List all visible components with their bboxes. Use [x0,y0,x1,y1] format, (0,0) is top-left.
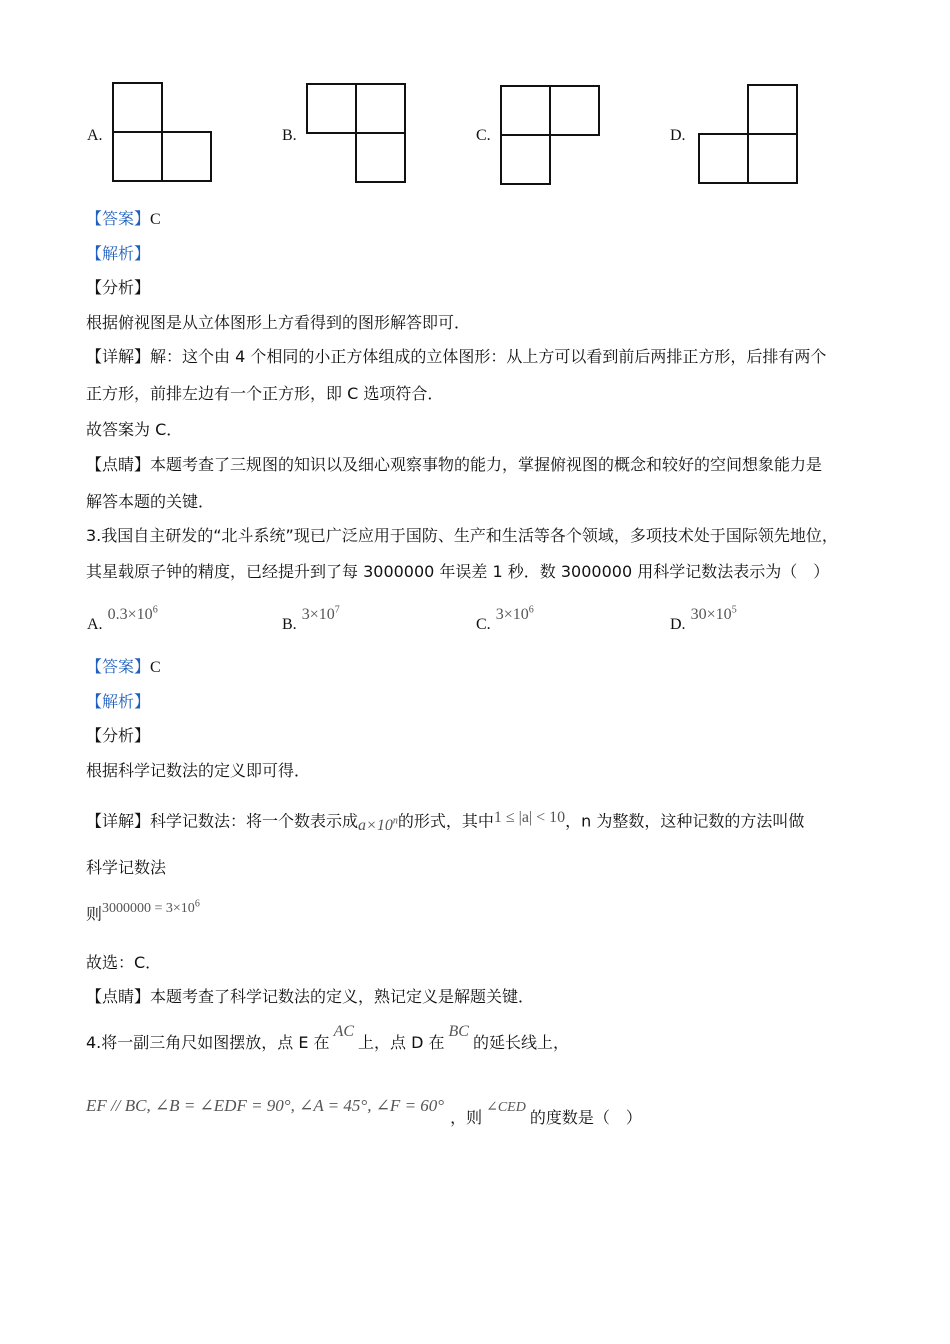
q4-stem-a: 4.将一副三角尺如图摆放，点 E 在 [86,1033,330,1052]
q4-stem-b: 上，点 D 在 [358,1033,445,1052]
q3-option-a [87,601,158,635]
q3-dianjing-line [86,987,534,1007]
q3-answer: C [150,659,161,676]
q4-seg-bc: BC [448,1023,469,1040]
q3-option-a-label: A. [87,616,103,634]
q3-option-c-value: $3\times 10^6$ [495,605,534,624]
q4-stem-e: 的度数是（ ） [529,1108,642,1127]
q3-option-d-label: D. [670,616,686,634]
q2-option-b-label: B. [282,127,297,144]
q3-option-b-value: $3\times 10^7$ [301,605,340,624]
q4-seg-ac: AC [333,1023,355,1040]
q2-detail-text1: 解：这个由 4 个相同的小正方体组成的立体图形：从上方可以看到前后两排正方形，后排有两个 [150,347,827,366]
q2-option-d-figure [698,84,799,185]
q2-answer: C [150,211,161,228]
q3-option-c-label: C. [476,616,491,634]
q4-condition: EF // BC, ∠B = ∠EDF = 90°, ∠A = 45°, ∠F = 60° [86,1096,445,1115]
q3-detail-line2: 科学记数法 [86,858,167,877]
q3-dianjing-text: 本题考查了科学记数法的定义，熟记定义是解题关键． [150,987,535,1006]
q3-option-c [476,601,534,635]
q2-answer-line [86,209,161,230]
q3-then-label: 则 [86,904,103,924]
q3-dianjing-tag: 【点睛】 [86,987,151,1006]
q2-option-b-figure [306,83,407,184]
q4-stem-line1 [86,1023,569,1054]
q3-stem-line2: 其星载原子钟的精度，已经提升到了每 3000000 年误差 1 秒．数 3000000 用科学记数法表示为（ ） [86,562,830,581]
q3-stem-line1: 3.我国自主研发的“北斗系统”现已广泛应用于国防、生产和生活等各个领域，多项技术处于国际领先地位， [86,526,838,545]
q4-angle-ced: ∠CED [486,1100,526,1115]
q4-stem-d: ，则 [450,1108,483,1127]
q2-option-a-label: A. [87,127,103,144]
q3-jiexi: 【解析】 [86,692,151,711]
q4-stem-c: 的延长线上， [472,1033,569,1052]
q2-option-d-label: D. [670,127,686,144]
q2-option-c-label: C. [476,127,491,144]
q2-option-a-figure [112,82,213,183]
q2-dianjing-text1: 本题考查了三规图的知识以及细心观察事物的能力，掌握俯视图的概念和较好的空间想象能力是 [150,455,823,474]
q4-stem-line2 [86,1096,642,1130]
q2-dianjing-line1 [86,455,822,475]
q2-conclusion: 故答案为 C． [86,420,183,439]
q2-option-c-figure [500,85,601,186]
q3-detail-tag: 【详解】 [86,811,151,831]
q3-then-formula: $3000000 = 3\times 10^6$ [102,898,200,916]
q3-option-b [282,601,340,635]
q3-then-line [86,898,200,927]
q3-answer-tag: 【答案】 [86,657,151,676]
q3-detail-text-a: 科学记数法：将一个数表示成 [150,811,359,831]
q2-detail-tag: 【详解】 [86,347,151,366]
q3-option-a-value: $0.3\times 10^6$ [107,605,158,624]
q2-answer-tag: 【答案】 [86,209,151,228]
q2-dianjing-tag: 【点睛】 [86,455,151,474]
q2-analysis: 根据俯视图是从立体图形上方看得到的图形解答即可． [86,313,471,332]
q2-fenxi: 【分析】 [86,278,151,297]
q2-detail-line1 [86,347,826,367]
q3-answer-line [86,657,161,678]
q2-dianjing-line2: 解答本题的关键． [86,492,215,511]
q3-option-d-value: $30\times 10^5$ [690,605,737,624]
q3-option-d [670,601,737,635]
q3-analysis: 根据科学记数法的定义即可得． [86,761,311,780]
q3-fenxi: 【分析】 [86,726,151,745]
q3-detail-line1 [86,808,805,835]
q2-jiexi: 【解析】 [86,244,151,263]
q3-option-b-label: B. [282,616,297,634]
q3-conclusion: 故选：C． [86,953,162,972]
q3-detail-text-c: ，n 为整数，这种记数的方法叫做 [565,811,805,831]
q3-detail-text-b: 的形式，其中 [397,811,494,831]
q3-formula-a10n: $a\times 10^n$ [358,816,398,835]
q3-formula-range: 1 ≤ |a| < 10 [493,809,566,827]
q2-detail-line2: 正方形，前排左边有一个正方形，即 C 选项符合． [86,384,444,403]
